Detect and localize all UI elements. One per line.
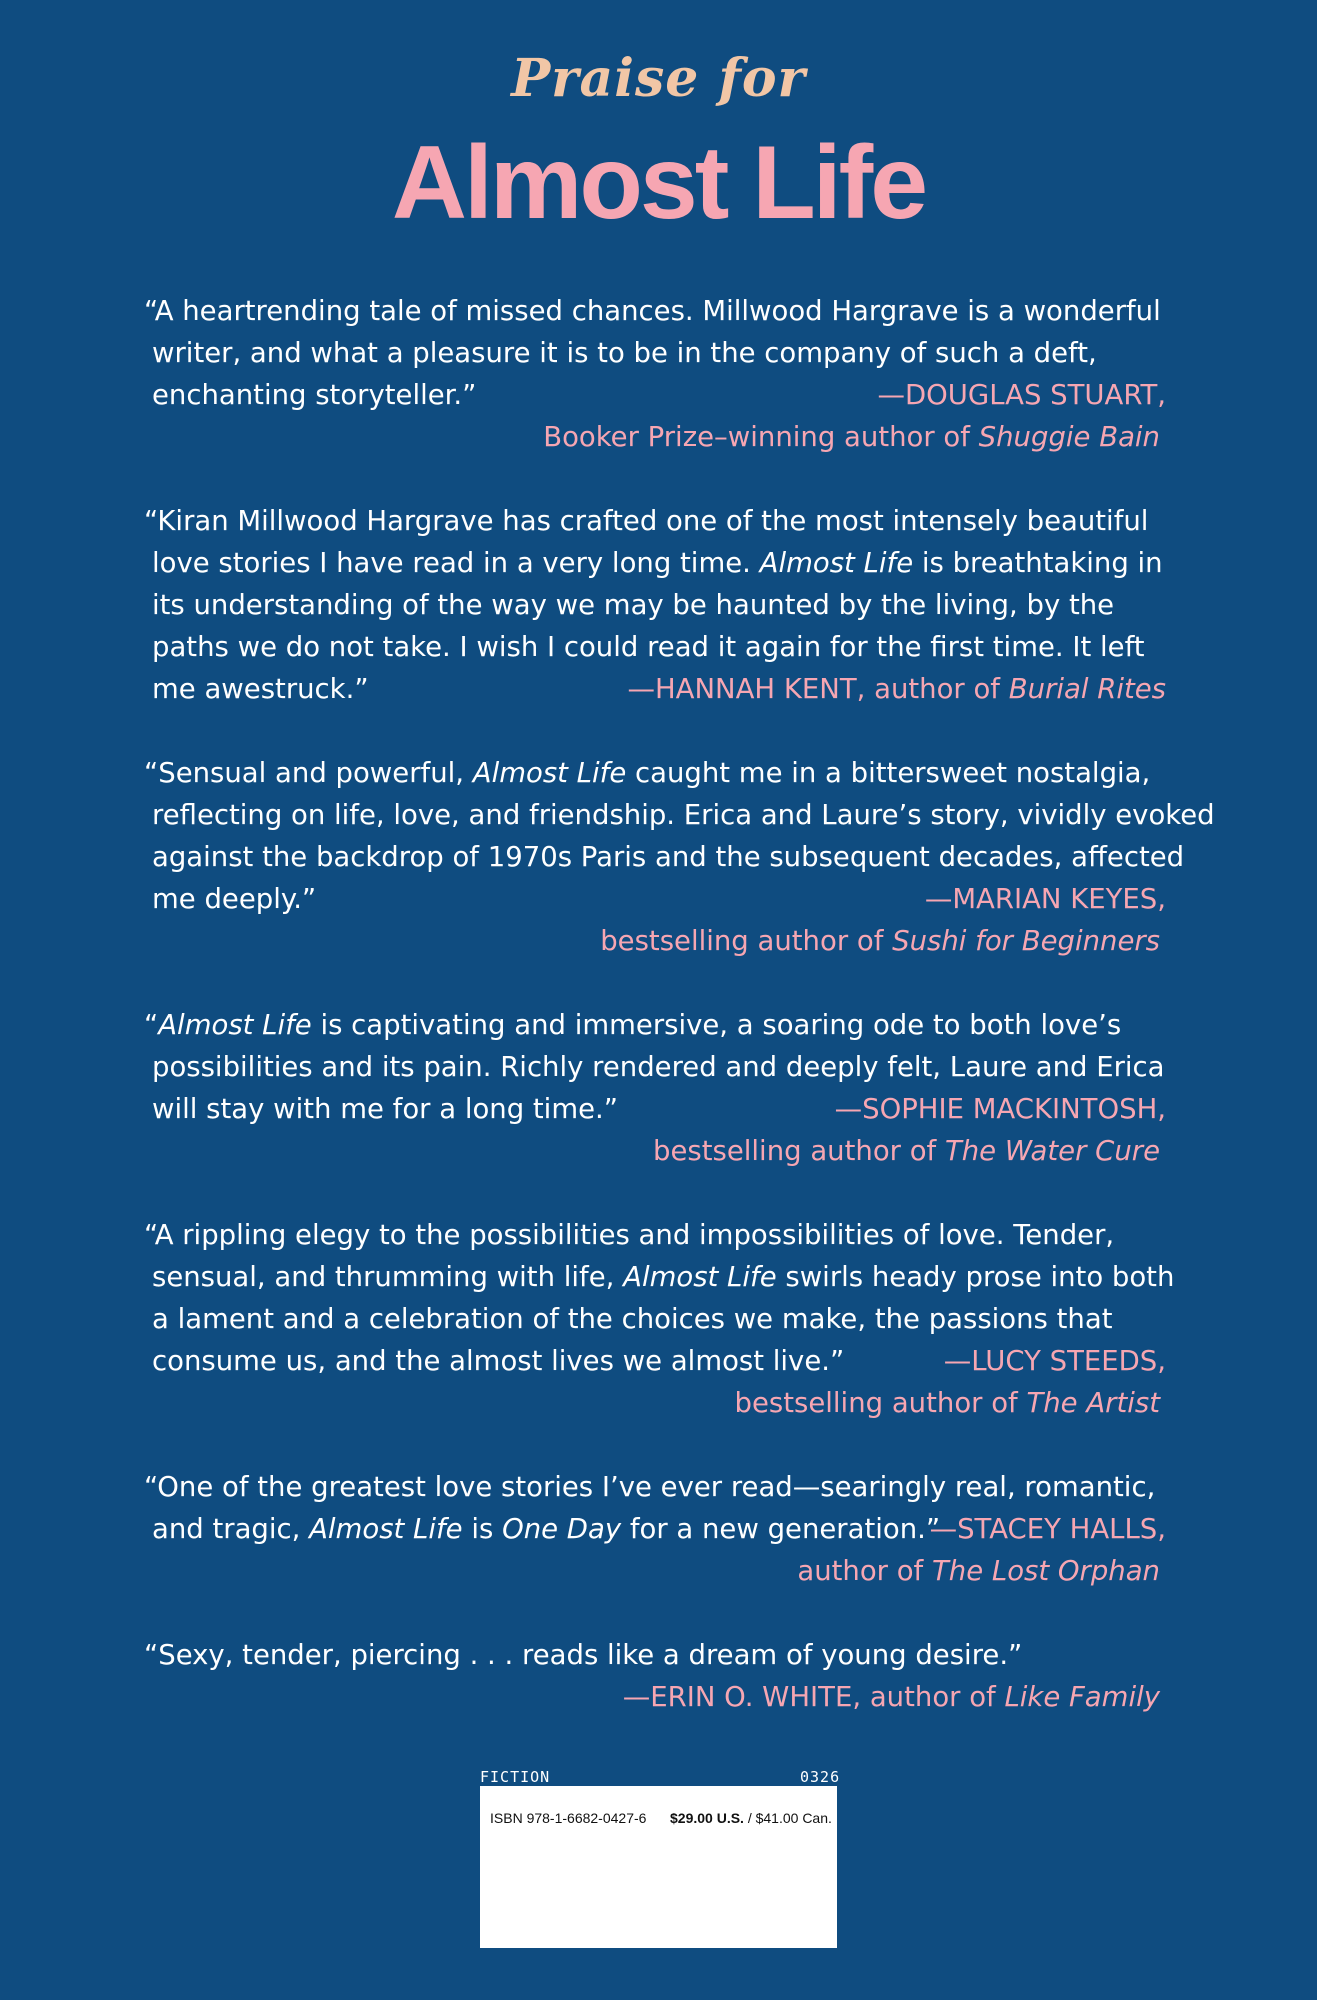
quote-line: “One of the greatest love stories I’ve ever read—searingly real, romantic, [144,1471,1156,1503]
attribution-name: —DOUGLAS STUART, [877,379,1166,411]
quote-line: “A heartrending tale of missed chances. Millwood Hargrave is a wonderful [144,295,1161,327]
quote-line: me deeply.” [152,883,317,915]
price-text [670,1810,832,1826]
quote-line: its understanding of the way we may be haunted by the living, by the [152,589,1115,621]
quote-line: possibilities and its pain. Richly rendered and deeply felt, Laure and Erica [152,1051,1165,1083]
attribution-name: —LUCY STEEDS, [943,1345,1166,1377]
blurb-marian-keyes [144,752,1215,962]
attribution-line: —ERIN O. WHITE, author of Like Family [622,1681,1160,1713]
attribution-name: —SOPHIE MACKINTOSH, [834,1093,1166,1125]
category-label: FICTION [480,1768,551,1786]
attribution-line: bestselling author of The Artist [734,1387,1160,1419]
blurb-douglas-stuart [144,290,1166,458]
quote-line: love stories I have read in a very long time. Almost Life is breathtaking in [152,547,1163,579]
quote-line: “A rippling elegy to the possibilities and impossibilities of love. Tender, [144,1219,1115,1251]
barcode-box [480,1786,837,1948]
blurb-lucy-steeds [144,1214,1175,1424]
category-code: 0326 [800,1768,841,1786]
quote-line: reflecting on life, love, and friendship. Erica and Laure’s story, vividly evoked [152,799,1215,831]
blurb-erin-white [144,1634,1166,1718]
quote-line: paths we do not take. I wish I could read it again for the first time. It left [152,631,1145,663]
attribution-name: —STACEY HALLS, [929,1513,1166,1545]
attribution-line: Booker Prize–winning author of Shuggie Bain [543,421,1160,453]
quote-line: me awestruck.” [152,673,369,705]
quote-line: consume us, and the almost lives we almost live.” [152,1345,845,1377]
price-us: $29.00 U.S. [670,1810,744,1826]
praise-for-heading: Praise for [511,48,806,109]
blurb-list [144,290,1215,1760]
attribution-name: —HANNAH KENT, author of Burial Rites [627,673,1166,705]
quote-line: sensual, and thrumming with life, Almost Life swirls heady prose into both [152,1261,1175,1293]
quote-line: writer, and what a pleasure it is to be in the company of such a deft, [152,337,1097,369]
attribution-name: —MARIAN KEYES, [924,883,1166,915]
isbn-text: ISBN 978-1-6682-0427-6 [490,1810,647,1826]
book-title: Almost Life [391,125,926,241]
quote-line: and tragic, Almost Life is One Day for a new generation.” [152,1513,941,1545]
quote-line: “Sensual and powerful, Almost Life caught me in a bittersweet nostalgia, [144,757,1151,789]
quote-line: against the backdrop of 1970s Paris and the subsequent decades, affected [152,841,1185,873]
attribution-line: bestselling author of The Water Cure [653,1135,1160,1167]
quote-line: enchanting storyteller.” [152,379,477,411]
quote-line: “Kiran Millwood Hargrave has crafted one of the most intensely beautiful [144,505,1149,537]
blurb-sophie-mackintosh [144,1004,1166,1172]
quote-line: “Almost Life is captivating and immersive, a soaring ode to both love’s [144,1009,1122,1041]
blurb-hannah-kent [144,500,1166,710]
price-can: / $41.00 Can. [743,1810,832,1826]
attribution-line: author of The Lost Orphan [797,1555,1160,1587]
quote-line: will stay with me for a long time.” [152,1093,619,1125]
quote-line: a lament and a celebration of the choices we make, the passions that [152,1303,1113,1335]
attribution-line: bestselling author of Sushi for Beginners [600,925,1160,957]
blurb-stacey-halls [144,1466,1166,1592]
quote-line: “Sexy, tender, piercing . . . reads like a dream of young desire.” [144,1639,1023,1671]
